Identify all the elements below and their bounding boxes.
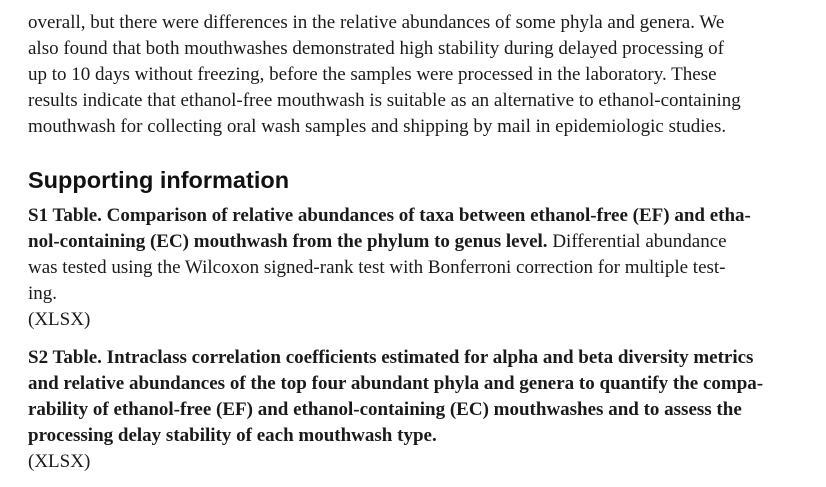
s2-caption	[28, 345, 788, 449]
s1-caption	[28, 203, 788, 307]
paragraph-line: mouthwash for collecting oral wash samples and shipping by mail in epidemiologic studies.	[28, 116, 727, 137]
paragraph-line: up to 10 days without freezing, before the samples were processed in the laboratory. These	[28, 64, 717, 85]
supporting-item-s2	[28, 345, 788, 475]
s2-title-line: rability of ethanol-free (EF) and ethanol-containing (EC) mouthwashes and to assess the	[28, 399, 742, 420]
paragraph-line: also found that both mouthwashes demonstrated high stability during delayed processing of	[28, 38, 725, 59]
s1-description-line: was tested using the Wilcoxon signed-rank test with Bonferroni correction for multiple test-	[28, 257, 726, 278]
s2-file-format-link[interactable]: (XLSX)	[28, 451, 91, 472]
s2-title-line: S2 Table. Intraclass correlation coefficients estimated for alpha and beta diversity metrics	[28, 347, 754, 368]
s1-title-line: S1 Table. Comparison of relative abundances of taxa between ethanol-free (EF) and etha-	[28, 205, 751, 226]
s1-description-start: Differential abundance	[547, 231, 727, 252]
paragraph-line: overall, but there were differences in the relative abundances of some phyla and genera. We	[28, 12, 725, 33]
supporting-item-s1	[28, 203, 788, 333]
article-page	[28, 10, 788, 487]
s1-file-format-link[interactable]: (XLSX)	[28, 309, 91, 330]
s1-description-line: ing.	[28, 283, 58, 304]
conclusion-paragraph	[28, 10, 788, 140]
supporting-information-heading: Supporting information	[28, 167, 290, 193]
s2-title-line: processing delay stability of each mouthwash type.	[28, 425, 437, 446]
paragraph-line: results indicate that ethanol-free mouthwash is suitable as an alternative to ethanol-containing	[28, 90, 741, 111]
s2-title-line: and relative abundances of the top four abundant phyla and genera to quantify the compa-	[28, 373, 764, 394]
s1-title-line: nol-containing (EC) mouthwash from the phylum to genus level.	[28, 231, 548, 252]
